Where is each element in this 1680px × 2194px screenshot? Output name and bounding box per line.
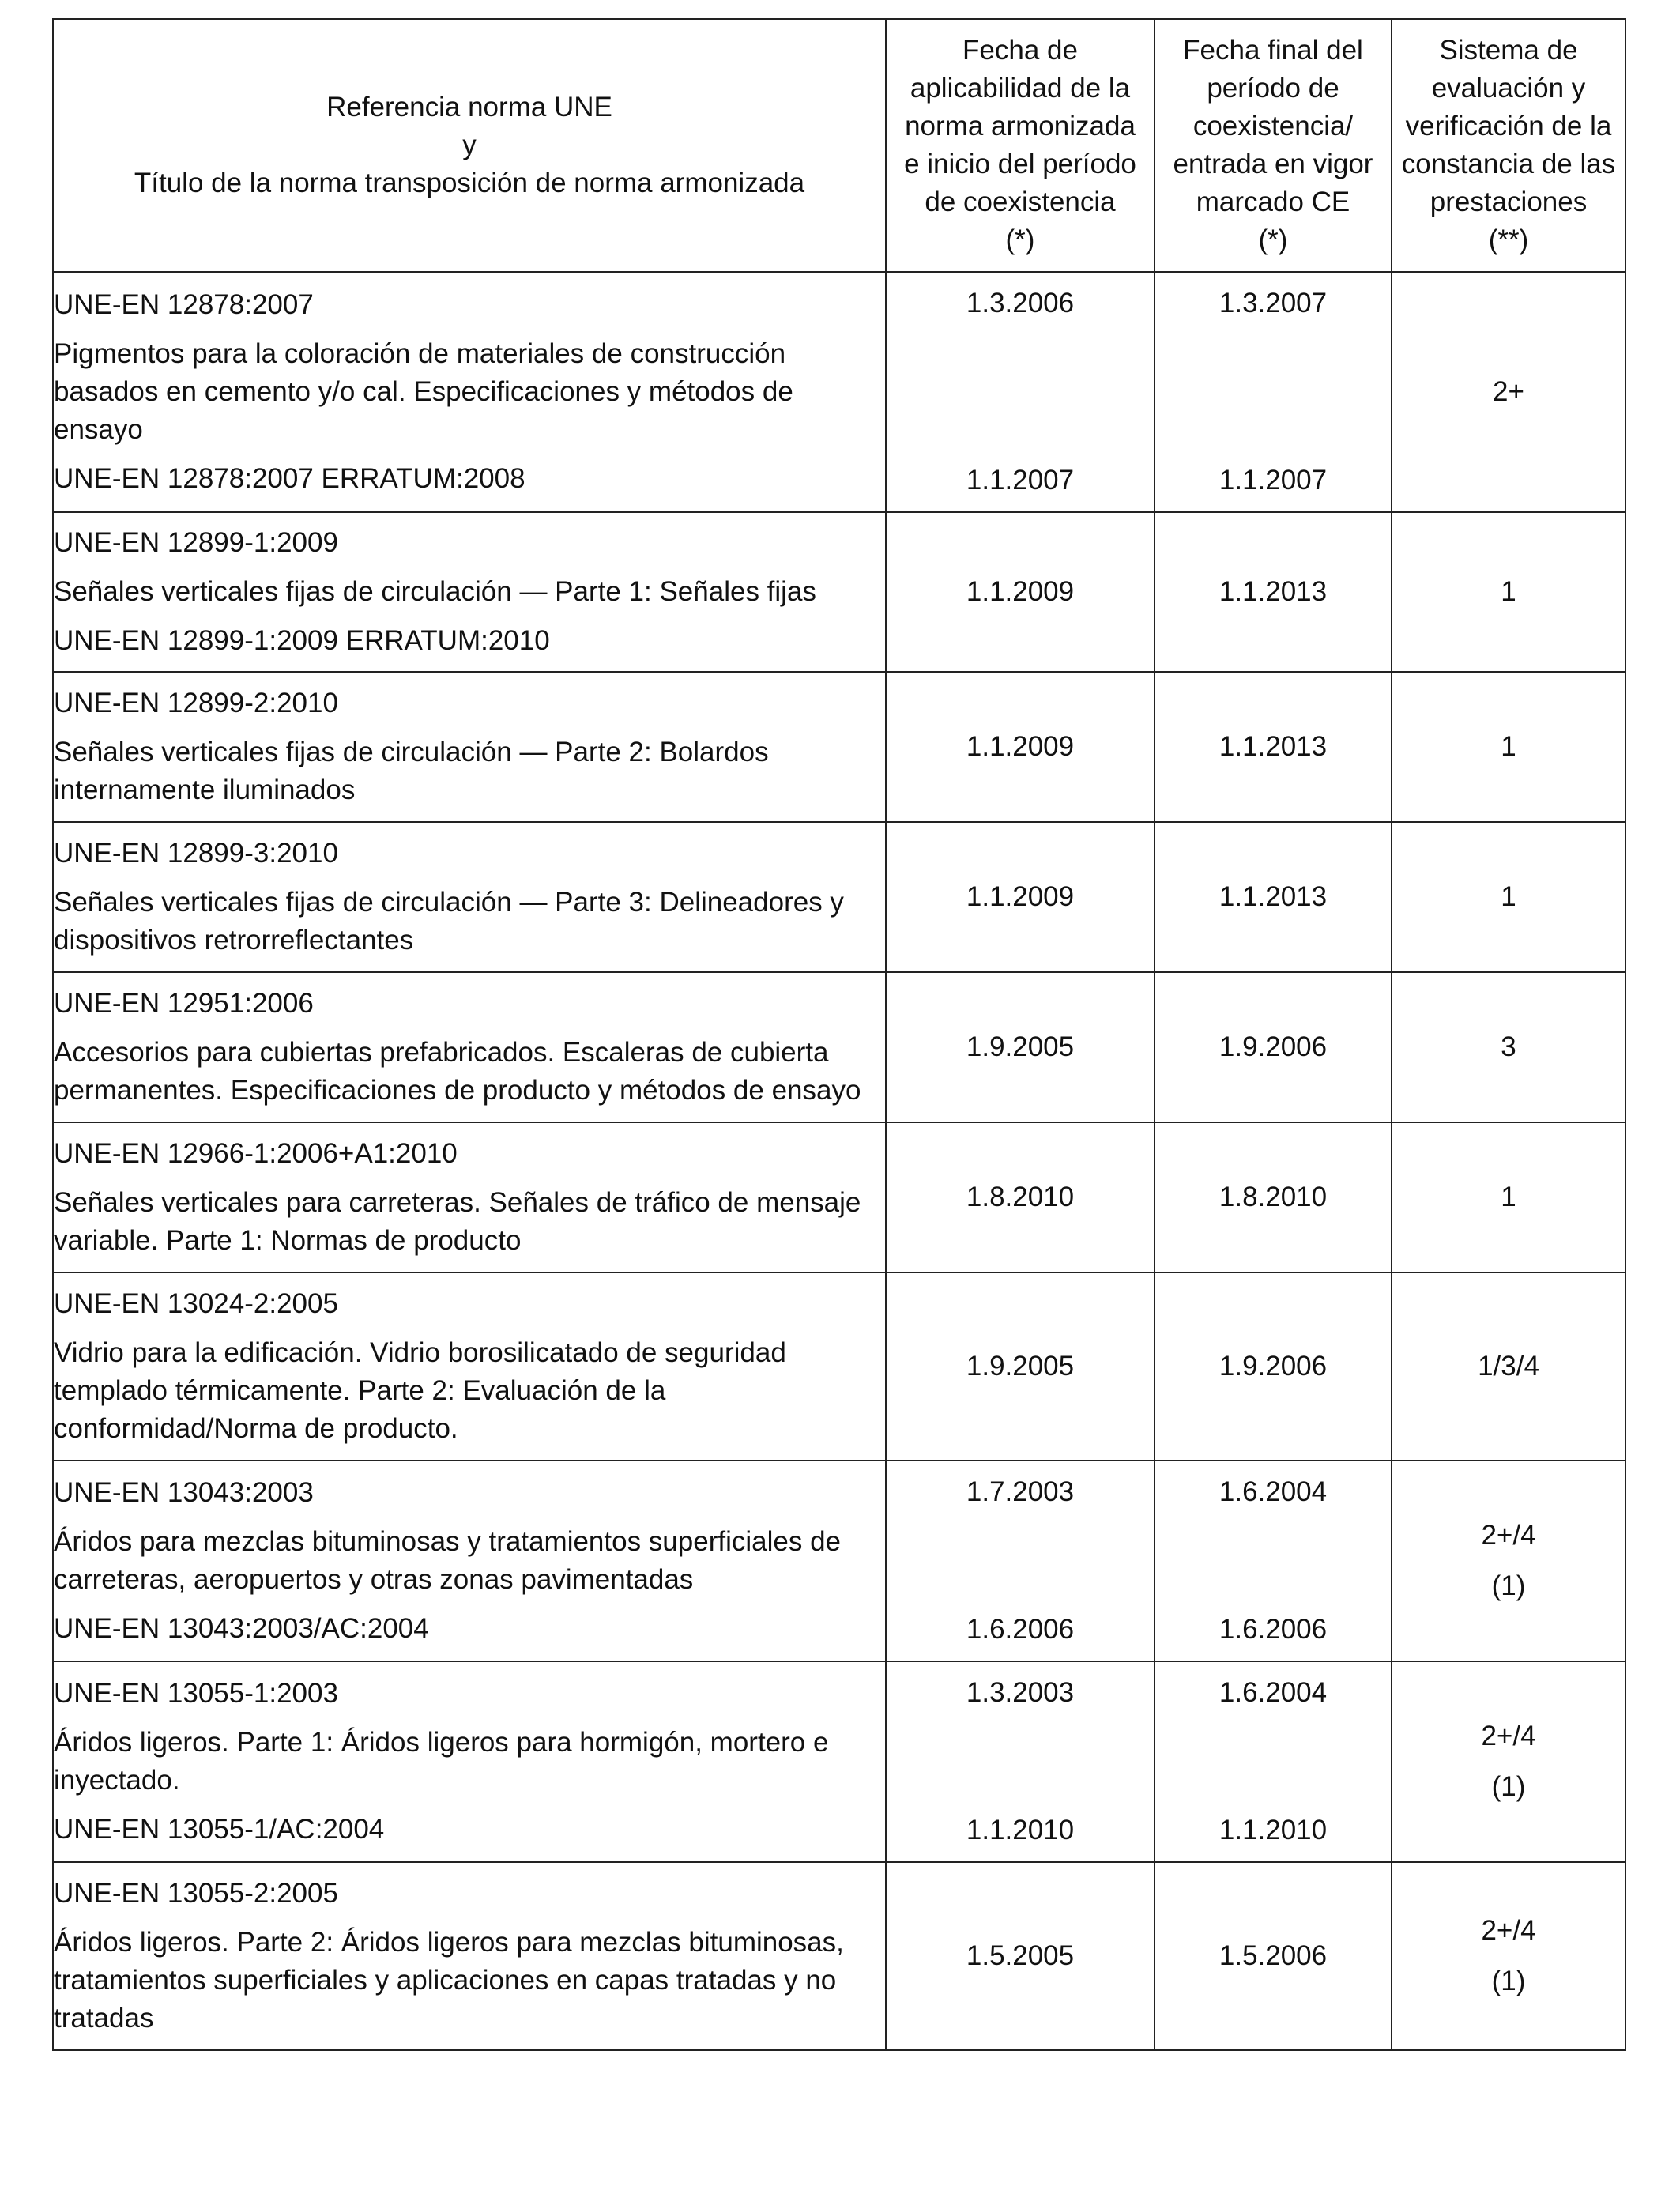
erratum-code: UNE-EN 13055-1/AC:2004 — [54, 1814, 385, 1845]
system-value: 1/3/4 — [1478, 1351, 1539, 1382]
reference-cell — [53, 1661, 886, 1862]
standard-code: UNE-EN 12966-1:2006+A1:2010 — [54, 1138, 458, 1169]
standard-title: Pigmentos para la coloración de materiales de construcción basados en cemento y/o cal. Especificaciones y métodos de ensayo — [54, 338, 793, 445]
applicability-date-cell — [886, 672, 1155, 822]
erratum-date-start: 1.6.2006 — [966, 1614, 1075, 1645]
erratum-code: UNE-EN 12899-1:2009 ERRATUM:2010 — [54, 625, 550, 656]
header-text: aplicabilidad de la — [910, 73, 1131, 104]
header-text: prestaciones — [1430, 187, 1588, 217]
header-text: Fecha de — [962, 35, 1078, 66]
harmonized-standards-table — [52, 18, 1626, 2051]
applicability-date-cell — [886, 1272, 1155, 1461]
standard-title: Áridos para mezclas bituminosas y tratamientos superficiales de carreteras, aeropuertos y otras zonas pavimentadas — [54, 1526, 841, 1595]
header-system — [1392, 19, 1625, 272]
system-cell — [1392, 512, 1625, 672]
table-header-row — [53, 19, 1625, 272]
applicability-date-cell — [886, 1122, 1155, 1272]
end-date-cell — [1155, 1122, 1392, 1272]
header-text: entrada en vigor — [1173, 149, 1373, 179]
header-text: (*) — [1005, 224, 1035, 255]
standard-code: UNE-EN 12951:2006 — [54, 988, 314, 1019]
standard-title: Accesorios para cubiertas prefabricados. Escaleras de cubierta permanentes. Especificaciones de producto y métodos de ensayo — [54, 1037, 861, 1106]
erratum-date-start: 1.1.2010 — [966, 1815, 1075, 1845]
date-end: 1.6.2004 — [1219, 1476, 1328, 1507]
standard-title: Áridos ligeros. Parte 2: Áridos ligeros para mezclas bituminosas, tratamientos superficiales y aplicaciones en capas tratadas y no tratadas — [54, 1927, 844, 2034]
header-text: de coexistencia — [925, 187, 1116, 217]
table-row — [53, 1461, 1625, 1661]
table-row — [53, 672, 1625, 822]
standard-title: Señales verticales fijas de circulación — Parte 2: Bolardos internamente iluminados — [54, 737, 769, 805]
reference-cell — [53, 512, 886, 672]
system-note: (1) — [1491, 1570, 1526, 1601]
applicability-date-cell — [886, 972, 1155, 1122]
erratum-code: UNE-EN 12878:2007 ERRATUM:2008 — [54, 463, 525, 494]
header-text: Fecha final del — [1183, 35, 1363, 66]
standard-code: UNE-EN 12899-2:2010 — [54, 688, 338, 718]
header-text: constancia de las — [1401, 149, 1616, 179]
system-value: 3 — [1501, 1031, 1516, 1062]
standard-code: UNE-EN 13043:2003 — [54, 1477, 314, 1508]
date-start: 1.9.2005 — [966, 1031, 1075, 1062]
standard-title: Áridos ligeros. Parte 1: Áridos ligeros para hormigón, mortero e inyectado. — [54, 1727, 829, 1796]
header-text: coexistencia/ — [1192, 111, 1354, 141]
reference-cell — [53, 1862, 886, 2050]
system-value: 1 — [1501, 1182, 1516, 1212]
applicability-date-cell — [886, 1461, 1155, 1661]
end-date-cell — [1155, 1461, 1392, 1661]
header-text: y — [462, 130, 477, 160]
end-date-cell — [1155, 822, 1392, 972]
standard-code: UNE-EN 13055-2:2005 — [54, 1878, 338, 1909]
date-end: 1.6.2004 — [1219, 1677, 1328, 1708]
system-value: 2+/4 — [1481, 1520, 1536, 1551]
date-end: 1.1.2013 — [1219, 576, 1328, 607]
reference-cell — [53, 1122, 886, 1272]
date-start: 1.1.2009 — [966, 881, 1075, 912]
header-text: evaluación y — [1431, 73, 1586, 104]
applicability-date-cell — [886, 822, 1155, 972]
date-end: 1.9.2006 — [1219, 1351, 1328, 1382]
standard-code: UNE-EN 13055-1:2003 — [54, 1678, 338, 1709]
system-value: 2+/4 — [1481, 1721, 1536, 1751]
system-note: (1) — [1491, 1966, 1526, 1996]
end-date-cell — [1155, 972, 1392, 1122]
system-value: 1 — [1501, 731, 1516, 762]
erratum-date-end: 1.1.2010 — [1219, 1815, 1328, 1845]
end-date-cell — [1155, 1862, 1392, 2050]
standard-code: UNE-EN 12899-3:2010 — [54, 838, 338, 869]
end-date-cell — [1155, 672, 1392, 822]
date-end: 1.9.2006 — [1219, 1031, 1328, 1062]
reference-cell — [53, 822, 886, 972]
reference-cell — [53, 272, 886, 512]
end-date-cell — [1155, 512, 1392, 672]
table-row — [53, 1661, 1625, 1862]
date-start: 1.5.2005 — [966, 1940, 1075, 1971]
system-cell — [1392, 1272, 1625, 1461]
standard-title: Señales verticales para carreteras. Señales de tráfico de mensaje variable. Parte 1: Normas de producto — [54, 1187, 861, 1256]
system-note: (1) — [1491, 1771, 1526, 1802]
reference-cell — [53, 1461, 886, 1661]
erratum-date-end: 1.6.2006 — [1219, 1614, 1328, 1645]
end-date-cell — [1155, 1272, 1392, 1461]
date-end: 1.8.2010 — [1219, 1182, 1328, 1212]
header-text: e inicio del período — [904, 149, 1136, 179]
applicability-date-cell — [886, 1862, 1155, 2050]
end-date-cell — [1155, 1661, 1392, 1862]
system-value: 2+ — [1493, 376, 1524, 407]
system-cell — [1392, 672, 1625, 822]
table-row — [53, 512, 1625, 672]
standard-code: UNE-EN 13024-2:2005 — [54, 1288, 338, 1319]
system-cell — [1392, 1661, 1625, 1862]
date-end: 1.1.2013 — [1219, 731, 1328, 762]
date-start: 1.1.2009 — [966, 731, 1075, 762]
date-start: 1.1.2009 — [966, 576, 1075, 607]
system-value: 2+/4 — [1481, 1915, 1536, 1946]
standard-code: UNE-EN 12878:2007 — [54, 289, 314, 320]
header-text: (**) — [1488, 224, 1529, 255]
table-row — [53, 1862, 1625, 2050]
system-cell — [1392, 1862, 1625, 2050]
table-row — [53, 1272, 1625, 1461]
system-value: 1 — [1501, 576, 1516, 607]
header-text: marcado CE — [1196, 187, 1350, 217]
header-text: Referencia norma UNE — [326, 92, 612, 123]
table-row — [53, 272, 1625, 512]
reference-cell — [53, 972, 886, 1122]
table-row — [53, 1122, 1625, 1272]
system-cell — [1392, 272, 1625, 512]
standard-title: Señales verticales fijas de circulación — Parte 1: Señales fijas — [54, 576, 816, 607]
header-text: norma armonizada — [905, 111, 1136, 141]
header-text: Sistema de — [1439, 35, 1578, 66]
standard-title: Vidrio para la edificación. Vidrio borosilicatado de seguridad templado térmicamente. Parte 2: Evaluación de la conformidad/Norma de producto. — [54, 1337, 786, 1444]
applicability-date-cell — [886, 1661, 1155, 1862]
header-text: (*) — [1258, 224, 1288, 255]
erratum-date-start: 1.1.2007 — [966, 465, 1075, 496]
standard-code: UNE-EN 12899-1:2009 — [54, 527, 338, 558]
standard-title: Señales verticales fijas de circulación — Parte 3: Delineadores y dispositivos retrorreflectantes — [54, 887, 844, 956]
date-end: 1.3.2007 — [1219, 288, 1328, 319]
applicability-date-cell — [886, 512, 1155, 672]
erratum-code: UNE-EN 13043:2003/AC:2004 — [54, 1613, 429, 1644]
header-text: Título de la norma transposición de norma armonizada — [134, 168, 805, 198]
table-row — [53, 972, 1625, 1122]
date-end: 1.1.2013 — [1219, 881, 1328, 912]
table-row — [53, 822, 1625, 972]
date-start: 1.8.2010 — [966, 1182, 1075, 1212]
header-text: verificación de la — [1405, 111, 1612, 141]
system-cell — [1392, 972, 1625, 1122]
erratum-date-end: 1.1.2007 — [1219, 465, 1328, 496]
applicability-date-cell — [886, 272, 1155, 512]
date-start: 1.7.2003 — [966, 1476, 1075, 1507]
system-value: 1 — [1501, 881, 1516, 912]
system-cell — [1392, 1122, 1625, 1272]
reference-cell — [53, 672, 886, 822]
date-start: 1.3.2003 — [966, 1677, 1075, 1708]
reference-cell — [53, 1272, 886, 1461]
system-cell — [1392, 1461, 1625, 1661]
date-end: 1.5.2006 — [1219, 1940, 1328, 1971]
date-start: 1.9.2005 — [966, 1351, 1075, 1382]
system-cell — [1392, 822, 1625, 972]
header-text: período de — [1207, 73, 1339, 104]
header-reference — [53, 19, 886, 272]
header-applicability-date — [886, 19, 1155, 272]
header-end-date — [1155, 19, 1392, 272]
date-start: 1.3.2006 — [966, 288, 1075, 319]
end-date-cell — [1155, 272, 1392, 512]
